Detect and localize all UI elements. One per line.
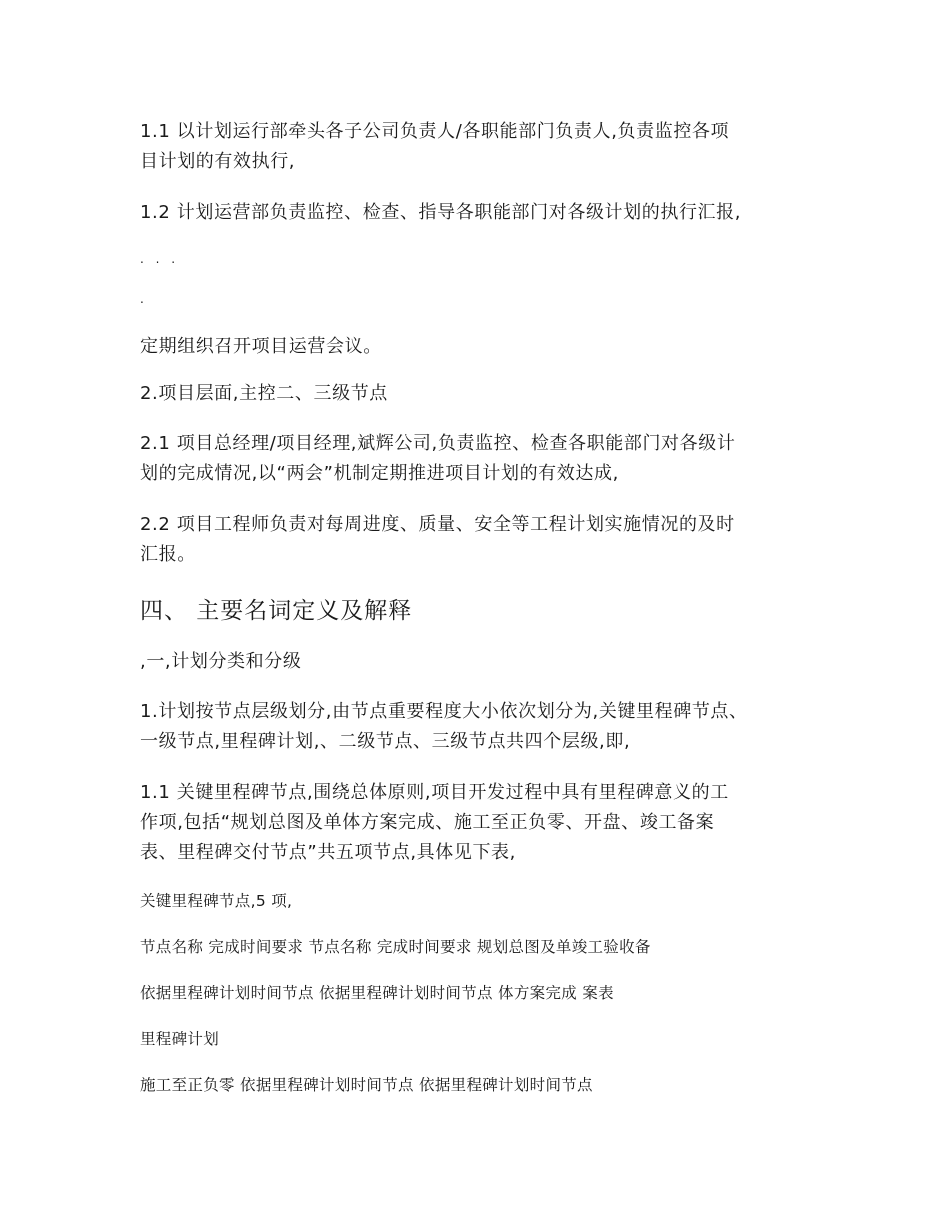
paragraph-line: 汇报。 xyxy=(140,544,196,565)
table-text-row: 施工至正负零 依据里程碑计划时间节点 依据里程碑计划时间节点 xyxy=(140,1076,593,1094)
paragraph-1-1 xyxy=(140,117,820,177)
paragraph-line: 2.项目层面,主控二、三级节点 xyxy=(140,383,388,404)
paragraph-2-2 xyxy=(140,510,820,570)
paragraph-line: 1.2 计划运营部负责监控、检查、指导各职能部门对各级计划的执行汇报, xyxy=(140,202,742,223)
table-text-row: 里程碑计划 xyxy=(140,1030,220,1048)
table-text-row: 依据里程碑计划时间节点 依据里程碑计划时间节点 体方案完成 案表 xyxy=(140,984,614,1002)
paragraph-1-2 xyxy=(140,198,820,228)
paragraph-2-1 xyxy=(140,429,820,489)
paragraph-line: ,一,计划分类和分级 xyxy=(140,651,302,672)
paragraph-line: 1.1 关键里程碑节点,围绕总体原则,项目开发过程中具有里程碑意义的工 xyxy=(140,782,729,803)
table-caption: 关键里程碑节点,5 项, xyxy=(140,892,293,910)
paragraph-classification xyxy=(140,647,820,677)
paragraph-line: 定期组织召开项目运营会议。 xyxy=(140,336,382,357)
paragraph-line: 表、里程碑交付节点”共五项节点,具体见下表, xyxy=(140,842,516,863)
table-text-row: 节点名称 完成时间要求 节点名称 完成时间要求 规划总图及单竣工验收备 xyxy=(140,938,651,956)
paragraph-line: 目计划的有效执行, xyxy=(140,151,296,172)
paragraph-meeting xyxy=(140,332,820,362)
page-break-dot: . xyxy=(140,292,148,306)
paragraph-node-levels xyxy=(140,697,820,757)
paragraph-key-milestones xyxy=(140,778,820,868)
paragraph-line: 1.1 以计划运行部牵头各子公司负责人/各职能部门负责人,负责监控各项 xyxy=(140,121,730,142)
paragraph-line: 一级节点,里程碑计划,、二级节点、三级节点共四个层级,即, xyxy=(140,731,631,752)
paragraph-line: 作项,包括“规划总图及单体方案完成、施工至正负零、开盘、竣工备案 xyxy=(140,812,715,833)
paragraph-line: 2.2 项目工程师负责对每周进度、质量、安全等工程计划实施情况的及时 xyxy=(140,514,735,535)
paragraph-line: 划的完成情况,以“两会”机制定期推进项目计划的有效达成, xyxy=(140,463,619,484)
section-heading: 四、 主要名词定义及解释 xyxy=(140,598,413,624)
page-break-dots: . . . xyxy=(140,252,180,266)
paragraph-line: 1.计划按节点层级划分,由节点重要程度大小依次划分为,关键里程碑节点、 xyxy=(140,701,748,722)
paragraph-line: 2.1 项目总经理/项目经理,斌辉公司,负责监控、检查各职能部门对各级计 xyxy=(140,433,736,454)
paragraph-project-level xyxy=(140,379,820,409)
